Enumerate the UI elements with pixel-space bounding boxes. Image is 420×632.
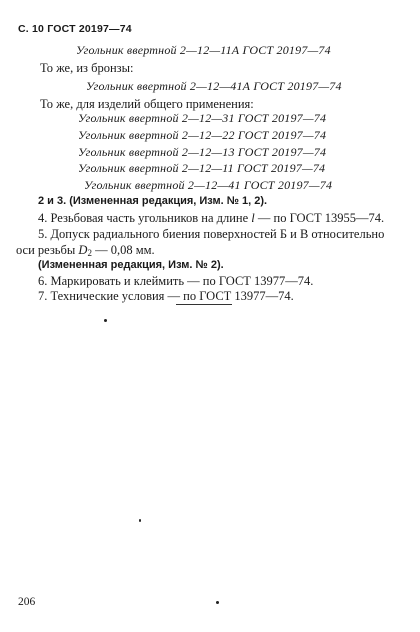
code-line-6: Угольник ввертной 2—12—11 ГОСТ 20197—74 [78, 161, 326, 175]
speck-mark [216, 601, 219, 604]
code-line-2: Угольник ввертной 2—12—41А ГОСТ 20197—74 [86, 79, 342, 93]
length-var: l [251, 211, 255, 225]
diameter-sub: 2 [87, 248, 92, 258]
text-bronze: То же, из бронзы: [40, 61, 134, 75]
paragraph-6: 6. Маркировать и клеймить — по ГОСТ 13977—74. [38, 274, 314, 288]
paragraph-4-a: 4. Резьбовая часть угольников на длине [38, 211, 252, 225]
code-line-3: Угольник ввертной 2—12—31 ГОСТ 20197—74 [78, 111, 327, 125]
paragraph-5-cont-b: — 0,08 мм. [91, 243, 155, 257]
paragraph-5: 5. Допуск радиального биения поверхностей Б и В относительно [38, 227, 385, 241]
paragraph-4 [38, 212, 384, 225]
section-divider [176, 304, 232, 305]
paragraph-4-b: — по ГОСТ 13955—74. [254, 211, 385, 225]
paragraph-5-cont-a: оси резьбы [16, 243, 79, 257]
code-line-7: Угольник ввертной 2—12—41 ГОСТ 20197—74 [84, 178, 333, 192]
diameter-var: D [78, 243, 88, 257]
paragraph-5-cont [16, 244, 155, 258]
speck-mark [139, 519, 141, 522]
code-line-4: Угольник ввертной 2—12—22 ГОСТ 20197—74 [78, 128, 327, 142]
page-header: С. 10 ГОСТ 20197—74 [18, 23, 132, 35]
paragraph-7: 7. Технические условия — по ГОСТ 13977—74. [38, 289, 294, 303]
code-line-1: Угольник ввертной 2—12—11А ГОСТ 20197—74 [76, 43, 331, 57]
amendment-note-1: 2 и 3. (Измененная редакция, Изм. № 1, 2). [38, 195, 268, 207]
code-line-5: Угольник ввертной 2—12—13 ГОСТ 20197—74 [78, 145, 327, 159]
speck-mark [104, 319, 107, 322]
amendment-note-2: (Измененная редакция, Изм. № 2). [38, 259, 224, 271]
page-number: 206 [18, 596, 36, 608]
text-general: То же, для изделий общего применения: [40, 97, 254, 111]
